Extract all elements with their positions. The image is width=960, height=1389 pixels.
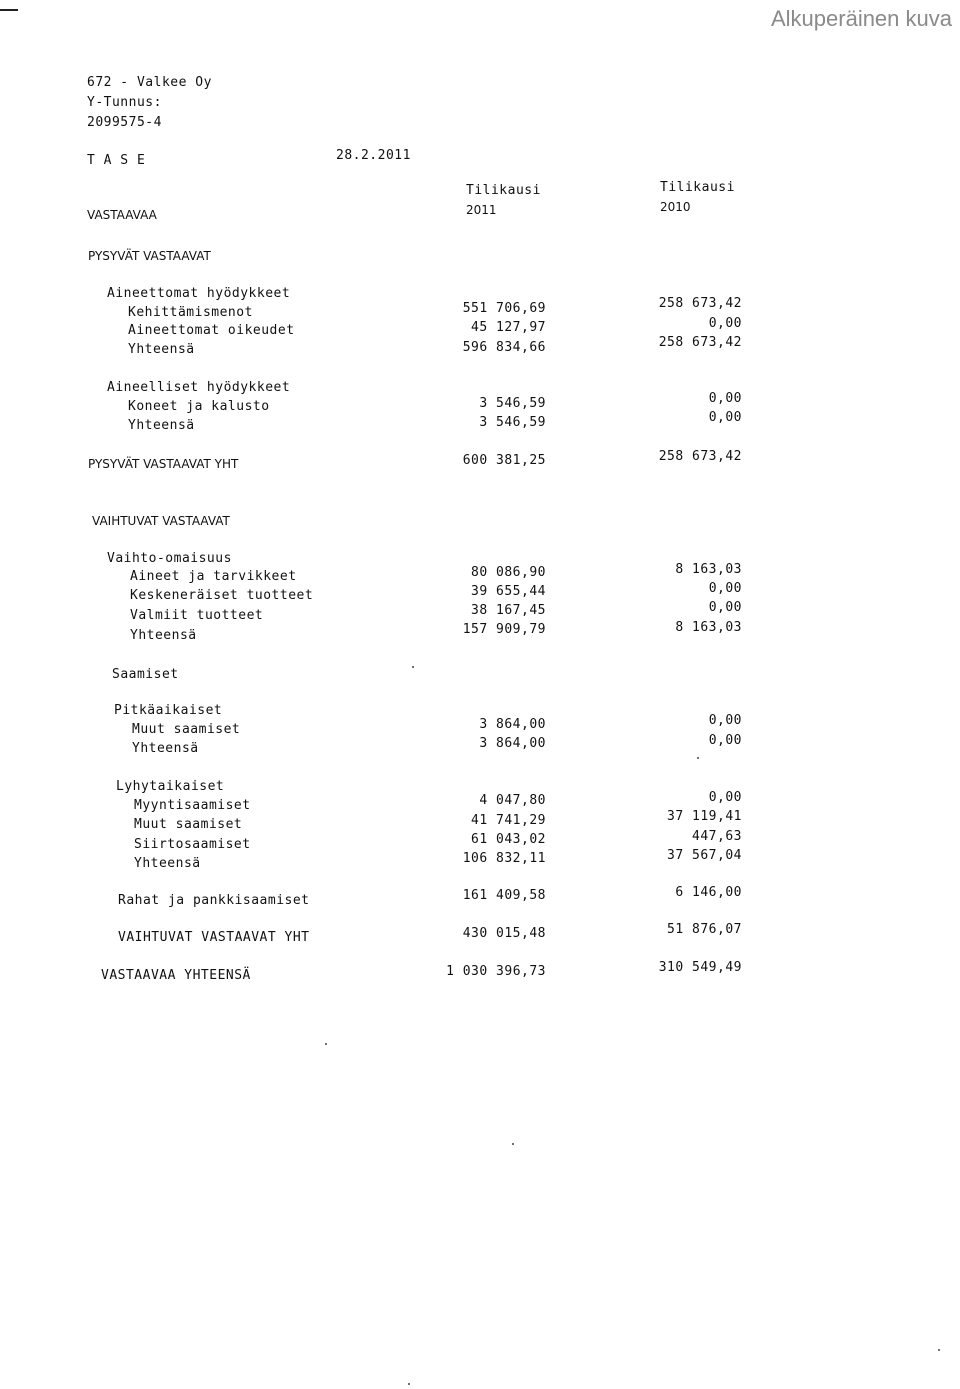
side-heading: VASTAAVAA: [87, 208, 157, 222]
row-label: Yhteensä: [134, 856, 201, 871]
value-2010: 310 549,49: [658, 960, 742, 975]
row-label: Koneet ja kalusto: [128, 399, 270, 414]
value-2010: 51 876,07: [667, 922, 742, 937]
value-2010: 8 163,03: [675, 562, 742, 577]
value-2011: 4 047,80: [479, 793, 546, 808]
top-dash: [0, 9, 18, 11]
value-2010: 258 673,42: [658, 449, 742, 464]
value-2010: 447,63: [692, 829, 742, 844]
value-2011: 80 086,90: [471, 565, 546, 580]
row-label: Valmiit tuotteet: [130, 608, 264, 623]
row-label: VAIHTUVAT VASTAAVAT YHT: [118, 930, 310, 945]
row-label: Siirtosaamiset: [134, 837, 251, 852]
value-2010: 0,00: [708, 713, 742, 728]
col2-year: 2010: [660, 200, 691, 214]
value-2011: 596 834,66: [462, 340, 546, 355]
row-label: Aineelliset hyödykkeet: [107, 380, 291, 395]
row-label: Aineet ja tarvikkeet: [130, 569, 297, 584]
row-label: Muut saamiset: [134, 817, 243, 832]
value-2011: 430 015,48: [462, 926, 546, 941]
row-label: Saamiset: [112, 667, 179, 682]
scan-speck: [408, 1383, 410, 1385]
company-id-label: Y-Tunnus:: [87, 95, 162, 110]
value-2011: 157 909,79: [462, 622, 546, 637]
value-2010: 0,00: [708, 733, 742, 748]
value-2011: 45 127,97: [471, 320, 546, 335]
scan-speck: [512, 1143, 514, 1145]
row-label: Keskeneräiset tuotteet: [130, 588, 314, 603]
col1-year: 2011: [466, 203, 497, 217]
value-2010: 0,00: [708, 391, 742, 406]
value-2011: 551 706,69: [462, 301, 546, 316]
row-label: PYSYVÄT VASTAAVAT: [88, 249, 211, 263]
value-2010: 0,00: [708, 790, 742, 805]
value-2011: 39 655,44: [471, 584, 546, 599]
value-2011: 3 864,00: [479, 717, 546, 732]
row-label: Aineettomat hyödykkeet: [107, 286, 291, 301]
statement-date: 28.2.2011: [336, 148, 411, 163]
value-2011: 3 864,00: [479, 736, 546, 751]
row-label: Vaihto-omaisuus: [107, 551, 232, 566]
company-id: 2099575-4: [87, 115, 162, 130]
row-label: Yhteensä: [130, 628, 197, 643]
scan-speck: [938, 1349, 940, 1351]
row-label: Pitkäaikaiset: [114, 703, 223, 718]
value-2010: 0,00: [708, 410, 742, 425]
value-2011: 61 043,02: [471, 832, 546, 847]
watermark: Alkuperäinen kuva: [770, 6, 952, 31]
row-label: Yhteensä: [128, 418, 195, 433]
row-label: Muut saamiset: [132, 722, 241, 737]
value-2010: 0,00: [708, 581, 742, 596]
statement-title: T A S E: [87, 153, 146, 168]
row-label: Lyhytaikaiset: [116, 779, 225, 794]
col1-label: Tilikausi: [466, 183, 541, 198]
value-2010: 6 146,00: [675, 885, 742, 900]
row-label: Yhteensä: [128, 342, 195, 357]
value-2011: 38 167,45: [471, 603, 546, 618]
col2-label: Tilikausi: [660, 180, 735, 195]
row-label: Aineettomat oikeudet: [128, 323, 295, 338]
value-2010: 0,00: [708, 600, 742, 615]
value-2011: 600 381,25: [462, 453, 546, 468]
value-2011: 1 030 396,73: [446, 964, 546, 979]
value-2011: 3 546,59: [479, 415, 546, 430]
value-2011: 161 409,58: [462, 888, 546, 903]
value-2010: 37 119,41: [667, 809, 742, 824]
row-label: Myyntisaamiset: [134, 798, 251, 813]
row-label: Kehittämismenot: [128, 305, 253, 320]
value-2010: 258 673,42: [658, 335, 742, 350]
row-label: VAIHTUVAT VASTAAVAT: [92, 514, 230, 528]
scan-speck: [325, 1043, 327, 1045]
value-2011: 106 832,11: [462, 851, 546, 866]
value-2010: 0,00: [708, 316, 742, 331]
scan-speck: [412, 666, 414, 668]
row-label: Rahat ja pankkisaamiset: [118, 893, 310, 908]
row-label: Yhteensä: [132, 741, 199, 756]
value-2010: 258 673,42: [658, 296, 742, 311]
company-name: 672 - Valkee Oy: [87, 75, 212, 90]
row-label: VASTAAVAA YHTEENSÄ: [101, 968, 251, 983]
value-2010: 8 163,03: [675, 620, 742, 635]
scan-speck: [697, 757, 699, 759]
row-label: PYSYVÄT VASTAAVAT YHT: [88, 457, 239, 471]
value-2010: 37 567,04: [667, 848, 742, 863]
value-2011: 3 546,59: [479, 396, 546, 411]
value-2011: 41 741,29: [471, 813, 546, 828]
